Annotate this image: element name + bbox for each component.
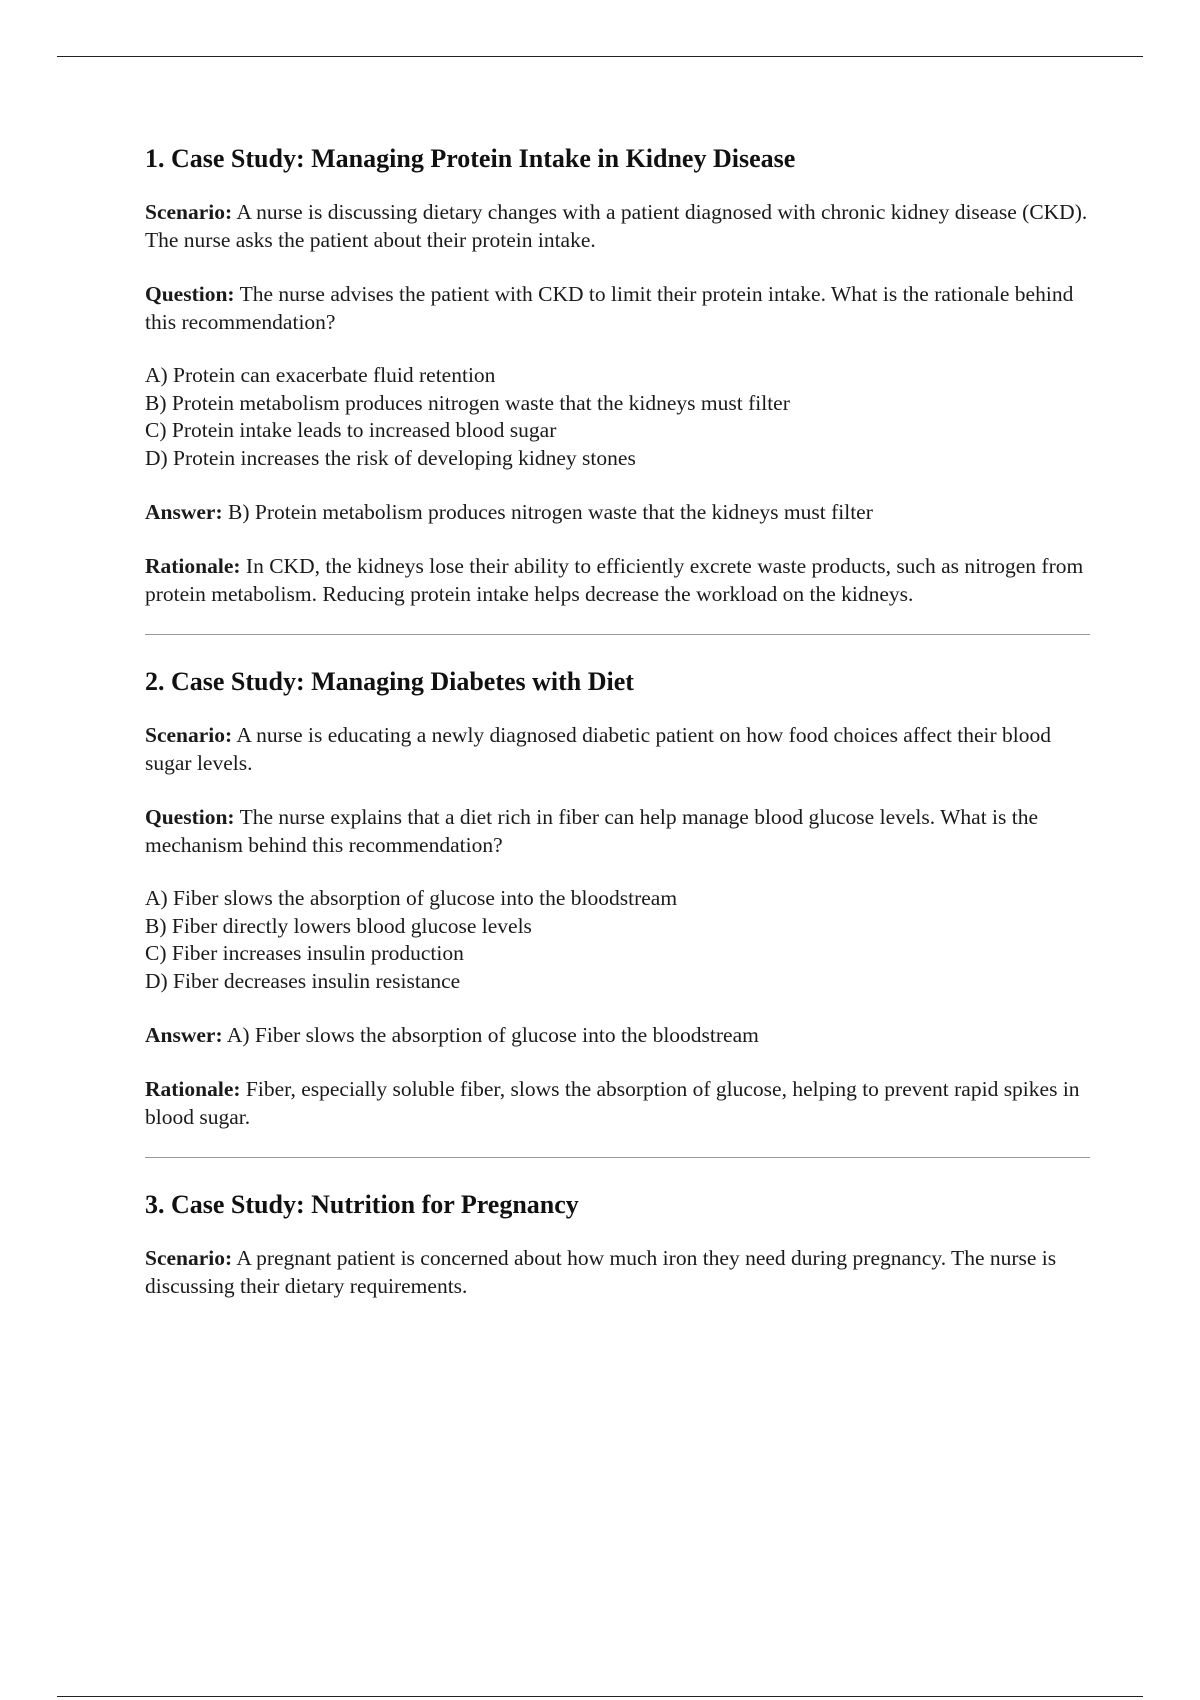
option-d: D) Protein increases the risk of developing kidney stones bbox=[145, 445, 636, 470]
question-label: Question: bbox=[145, 282, 235, 306]
answer-options bbox=[145, 362, 1090, 472]
scenario-text: A nurse is educating a newly diagnosed diabetic patient on how food choices affect their blood sugar levels. bbox=[145, 723, 1051, 775]
case-title: 2. Case Study: Managing Diabetes with Diet bbox=[145, 667, 634, 696]
rationale-label: Rationale: bbox=[145, 1077, 241, 1101]
case-study-2 bbox=[145, 665, 1090, 1131]
option-b: B) Protein metabolism produces nitrogen waste that the kidneys must filter bbox=[145, 390, 790, 415]
document-body bbox=[145, 142, 1090, 1326]
answer-label: Answer: bbox=[145, 500, 223, 524]
answer-paragraph bbox=[145, 1021, 1090, 1049]
rationale-paragraph bbox=[145, 1075, 1090, 1131]
scenario-paragraph bbox=[145, 1244, 1090, 1300]
rationale-text: Fiber, especially soluble fiber, slows the absorption of glucose, helping to prevent rapid spikes in blood sugar. bbox=[145, 1077, 1080, 1129]
question-paragraph bbox=[145, 280, 1090, 336]
option-b: B) Fiber directly lowers blood glucose levels bbox=[145, 913, 532, 938]
case-study-3 bbox=[145, 1188, 1090, 1300]
scenario-label: Scenario: bbox=[145, 723, 233, 747]
answer-options bbox=[145, 885, 1090, 995]
scenario-paragraph bbox=[145, 721, 1090, 777]
question-text: The nurse advises the patient with CKD to limit their protein intake. What is the rationale behind this recommendation? bbox=[145, 282, 1074, 334]
rationale-label: Rationale: bbox=[145, 554, 241, 578]
option-c: C) Fiber increases insulin production bbox=[145, 941, 464, 965]
option-d: D) Fiber decreases insulin resistance bbox=[145, 968, 461, 993]
section-divider bbox=[145, 1157, 1090, 1158]
answer-text: A) Fiber slows the absorption of glucose into the bloodstream bbox=[226, 1023, 759, 1047]
question-text: The nurse explains that a diet rich in fiber can help manage blood glucose levels. What is the mechanism behind this recommendation? bbox=[145, 805, 1039, 857]
rationale-paragraph bbox=[145, 552, 1090, 608]
case-title: 3. Case Study: Nutrition for Pregnancy bbox=[145, 1190, 579, 1219]
section-divider bbox=[145, 634, 1090, 635]
answer-paragraph bbox=[145, 498, 1090, 526]
scenario-text: A pregnant patient is concerned about how much iron they need during pregnancy. The nurse is discussing their dietary requirements. bbox=[145, 1246, 1057, 1298]
option-a: A) Fiber slows the absorption of glucose into the bloodstream bbox=[145, 886, 678, 910]
question-paragraph bbox=[145, 803, 1090, 859]
scenario-label: Scenario: bbox=[145, 200, 233, 224]
answer-text: B) Protein metabolism produces nitrogen waste that the kidneys must filter bbox=[228, 500, 873, 524]
option-a: A) Protein can exacerbate fluid retention bbox=[145, 363, 496, 387]
option-c: C) Protein intake leads to increased blood sugar bbox=[145, 418, 557, 442]
page-top-rule bbox=[57, 56, 1143, 57]
rationale-text: In CKD, the kidneys lose their ability to efficiently excrete waste products, such as nitrogen from protein metabolism. Reducing protein intake helps decrease the workload on the kidneys. bbox=[145, 554, 1084, 606]
scenario-label: Scenario: bbox=[145, 1246, 233, 1270]
case-title: 1. Case Study: Managing Protein Intake in Kidney Disease bbox=[145, 144, 796, 173]
scenario-paragraph bbox=[145, 198, 1090, 254]
question-label: Question: bbox=[145, 805, 235, 829]
case-study-1 bbox=[145, 142, 1090, 608]
page-bottom-rule bbox=[57, 1696, 1143, 1697]
answer-label: Answer: bbox=[145, 1023, 223, 1047]
scenario-text: A nurse is discussing dietary changes with a patient diagnosed with chronic kidney disease (CKD). The nurse asks the patient about their protein intake. bbox=[145, 200, 1088, 252]
